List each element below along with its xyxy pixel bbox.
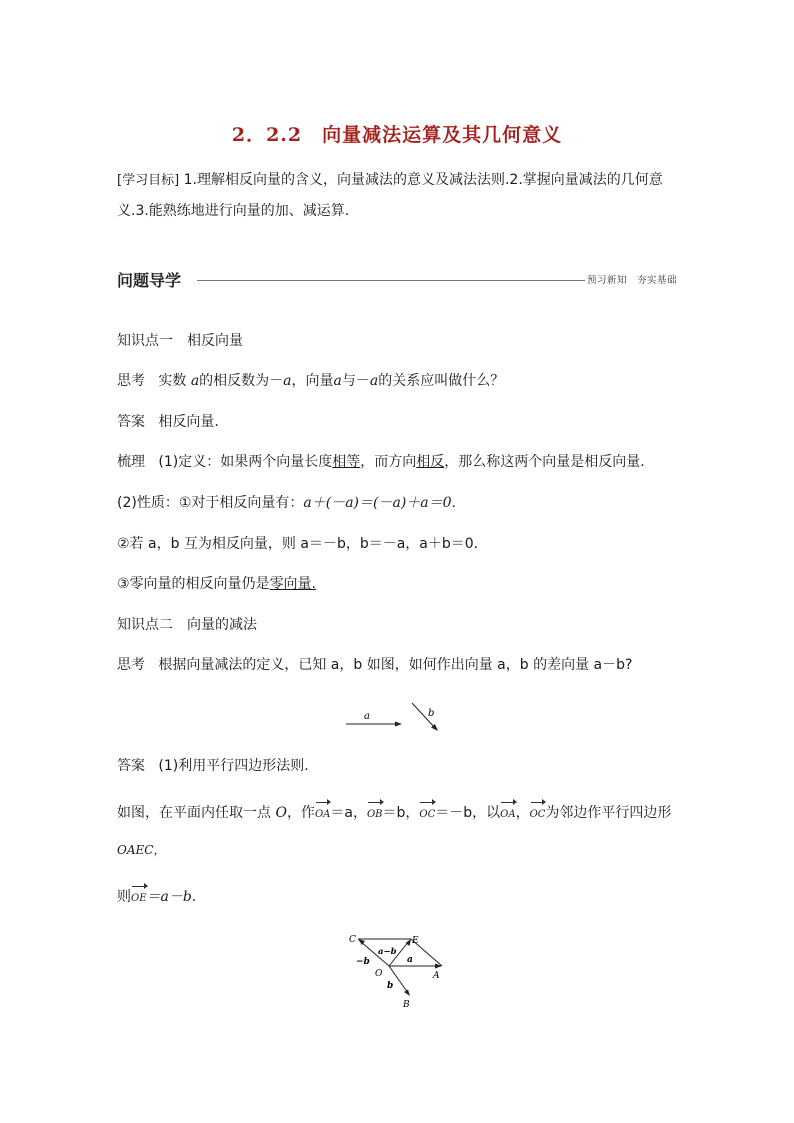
- think-label: 思考: [117, 373, 145, 389]
- vectors-a-b-figure: [340, 698, 450, 738]
- think-2: [117, 655, 687, 675]
- vector-ob-arrowhead: [404, 990, 410, 997]
- construction-text: ＝－b，以: [435, 805, 501, 821]
- var-a: a: [369, 373, 379, 389]
- property-text: (2)性质：①对于相反向量有：: [117, 495, 304, 511]
- point-c-label: C: [349, 935, 356, 945]
- construction-line2: OAEC，: [117, 843, 166, 857]
- answer-text: 相反向量.: [158, 414, 219, 430]
- conclusion-formula: ＝a－b.: [146, 889, 197, 905]
- construction-line1: [117, 803, 687, 825]
- think-text: ，向量: [291, 373, 334, 389]
- label-a: a: [407, 955, 413, 965]
- property-formula: a＋(－a)＝(－a)＋a＝0.: [303, 495, 456, 511]
- point-a-label: A: [433, 971, 440, 981]
- vector-ob: OB: [367, 805, 383, 825]
- sort-definition: [117, 452, 687, 472]
- sort-text: ，而方向: [360, 454, 417, 470]
- learning-goals-line2: 义.3.能熟练地进行向量的加、减运算.: [117, 203, 350, 219]
- think-text: 的关系应叫做什么？: [378, 373, 505, 389]
- sort-label: 梳理: [117, 454, 145, 470]
- point-o-label: O: [375, 969, 383, 979]
- page-title: 2．2.2 向量减法运算及其几何意义: [231, 124, 563, 146]
- think-label: 思考: [117, 657, 145, 673]
- think-1: [117, 371, 687, 391]
- sort-text: ，那么称这两个向量是相反向量.: [444, 454, 645, 470]
- knowledge-point-2-heading: 知识点二 向量的减法: [117, 617, 257, 633]
- vector-oa: OA: [500, 805, 515, 825]
- parallelogram-figure: [340, 928, 460, 1018]
- sort-text: (1)定义：如果两个向量长度: [158, 454, 333, 470]
- answer-2: [117, 756, 687, 776]
- knowledge-point-1-heading: 知识点一 相反向量: [117, 333, 243, 349]
- think-text: 根据向量减法的定义，已知 a，b 如图，如何作出向量 a，b 的差向量 a－b?: [158, 657, 633, 673]
- underlined-term: 相反: [416, 454, 445, 470]
- think-text: 的相反数为－: [199, 373, 284, 389]
- property-text: ③零向量的相反向量仍是: [117, 576, 270, 592]
- vector-oc: OC: [419, 805, 435, 825]
- vector-a-arrowhead: [395, 722, 402, 727]
- construction-text: ，作: [286, 805, 315, 821]
- underlined-term: 零向量.: [269, 576, 317, 592]
- construction-text: ，: [515, 805, 530, 821]
- learning-goals-line1: [117, 170, 687, 191]
- answer-text: (1)利用平行四边形法则.: [158, 758, 309, 774]
- point-o: O: [275, 805, 287, 821]
- vector-b-label: b: [428, 708, 435, 719]
- think-text: 实数: [158, 373, 187, 389]
- goals-label: [学习目标]: [117, 173, 180, 188]
- answer-1: [117, 412, 687, 432]
- property-3: [117, 574, 687, 594]
- point-e-label: E: [412, 936, 419, 946]
- label-neg-b: −b: [356, 957, 370, 967]
- property-2: ②若 a，b 互为相反向量，则 a＝－b，b＝－a，a＋b＝0.: [117, 536, 479, 552]
- section-title: 问题导学: [117, 271, 182, 290]
- construction-text: 为邻边作平行四边形: [545, 805, 672, 821]
- answer-label: 答案: [117, 758, 145, 774]
- construction-text: 如图，在平面内任取一点: [117, 805, 271, 821]
- var-a: a: [333, 373, 342, 389]
- underlined-term: 相等: [332, 454, 361, 470]
- vector-oa: OA: [315, 805, 330, 825]
- vector-a-label: a: [364, 711, 370, 722]
- section-divider: [197, 280, 585, 281]
- point-b-label: B: [403, 1000, 410, 1010]
- property-1: [117, 493, 687, 513]
- vector-oa-arrowhead: [435, 964, 442, 969]
- label-a-minus-b: a−b: [378, 947, 397, 957]
- section-subtitle: 预习新知 夯实基础: [586, 275, 677, 286]
- var-a: a: [190, 373, 200, 389]
- vector-oc: OC: [530, 805, 546, 825]
- construction-text: ＝b，: [382, 805, 420, 821]
- think-text: 与－: [341, 373, 370, 389]
- section-header: [117, 268, 677, 292]
- answer-label: 答案: [117, 414, 145, 430]
- construction-text: ＝a，: [330, 805, 367, 821]
- label-b: b: [387, 981, 394, 991]
- conclusion: [117, 887, 687, 909]
- goals-text-1: 1.理解相反向量的含义，向量减法的意义及减法法则.2.掌握向量减法的几何意: [183, 172, 663, 188]
- vector-oe: OE: [131, 889, 147, 909]
- conclusion-text: 则: [117, 889, 131, 905]
- var-a: a: [283, 373, 292, 389]
